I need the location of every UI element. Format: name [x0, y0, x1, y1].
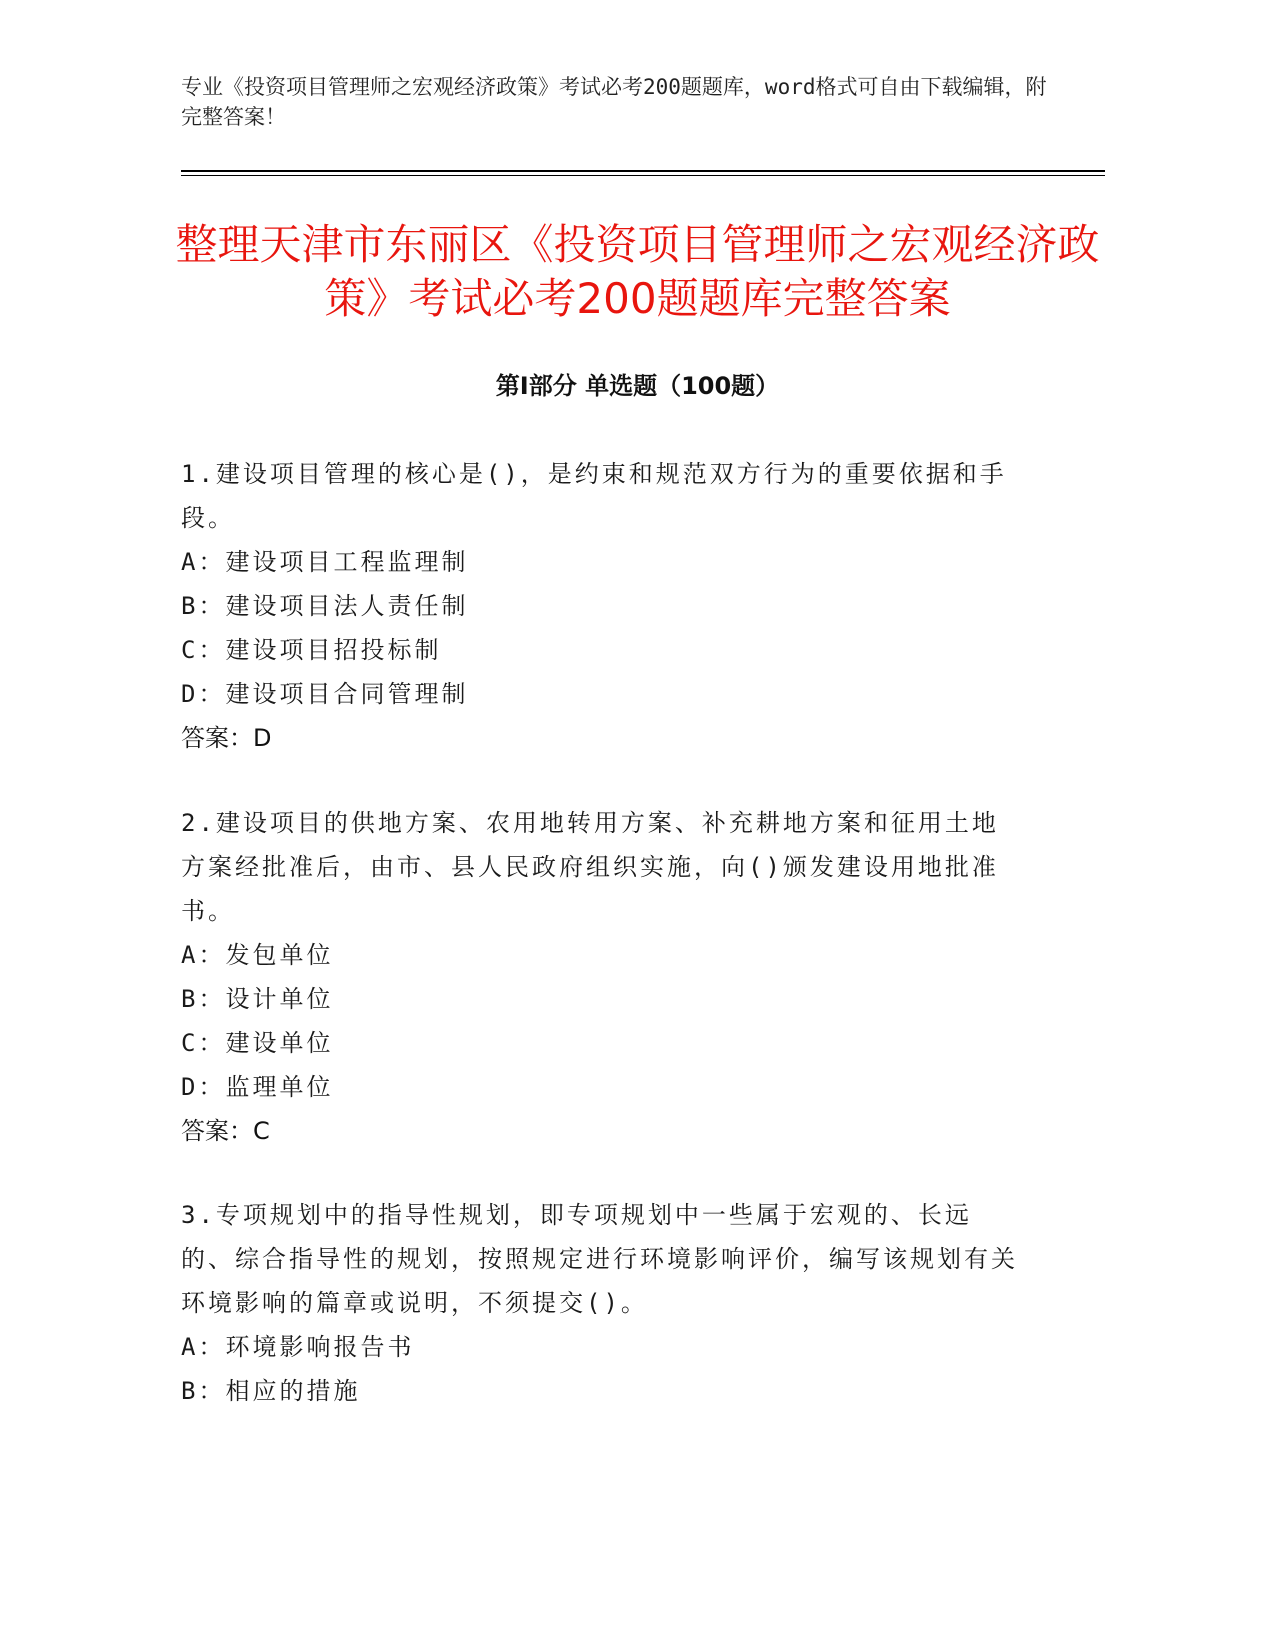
option-a: A：建设项目工程监理制 — [181, 548, 469, 576]
question-block-2 — [181, 801, 1021, 1153]
header-divider-thick — [181, 170, 1105, 172]
question-text: 3.专项规划中的指导性规划，即专项规划中一些属于宏观的、长远的、综合指导性的规划，按照规定进行环境影响评价，编写该规划有关环境影响的篇章或说明，不须提交()。 — [181, 1201, 1018, 1317]
document-title: 整理天津市东丽区《投资项目管理师之宏观经济政策》考试必考200题题库完整答案 — [175, 220, 1100, 323]
option-a: A：发包单位 — [181, 941, 334, 969]
option-c: C：建设单位 — [181, 1029, 334, 1057]
option-d: D：建设项目合同管理制 — [181, 680, 469, 708]
question-text: 1.建设项目管理的核心是()，是约束和规范双方行为的重要依据和手段。 — [181, 460, 1007, 532]
option-a: A：环境影响报告书 — [181, 1333, 415, 1361]
answer-text: 答案：C — [181, 1117, 270, 1145]
question-text: 2.建设项目的供地方案、农用地转用方案、补充耕地方案和征用土地方案经批准后，由市、县人民政府组织实施，向()颁发建设用地批准书。 — [181, 809, 999, 925]
question-block-3 — [181, 1193, 1021, 1413]
option-d: D：监理单位 — [181, 1073, 334, 1101]
question-block-1 — [181, 452, 1021, 760]
header-divider-thin — [181, 175, 1105, 176]
header-note: 专业《投资项目管理师之宏观经济政策》考试必考200题题库，word格式可自由下载编辑，附完整答案！ — [181, 75, 1047, 129]
section-heading: 第Ⅰ部分 单选题（100题） — [495, 372, 780, 400]
option-b: B：建设项目法人责任制 — [181, 592, 469, 620]
option-c: C：建设项目招投标制 — [181, 636, 442, 664]
option-b: B：相应的措施 — [181, 1377, 361, 1405]
option-b: B：设计单位 — [181, 985, 334, 1013]
answer-text: 答案：D — [181, 724, 272, 752]
